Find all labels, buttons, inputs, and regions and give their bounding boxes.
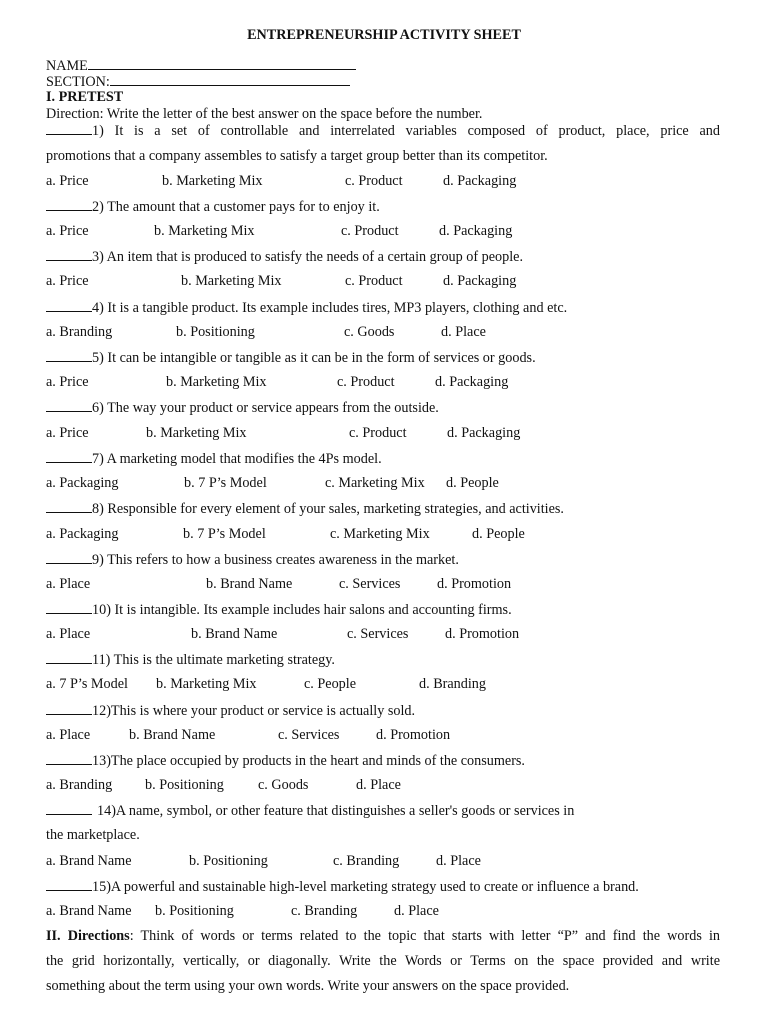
- option-b: b. Brand Name: [191, 626, 278, 642]
- answer-blank[interactable]: [46, 551, 92, 564]
- option-c: c. Branding: [291, 903, 358, 919]
- option-a: a. Place: [46, 626, 91, 642]
- option-a: a. Price: [46, 425, 89, 441]
- section-label: SECTION:: [46, 74, 110, 90]
- section-field[interactable]: [46, 73, 350, 90]
- name-label: NAME: [46, 58, 88, 74]
- option-c: c. Goods: [344, 324, 395, 340]
- option-d: d. Branding: [419, 676, 486, 692]
- part2-directions-line3: something about the term using your own words. Write your answers on the space provided.: [46, 978, 570, 994]
- option-b: b. Marketing Mix: [181, 273, 282, 289]
- question-14-line2: the marketplace.: [46, 827, 140, 843]
- question-6: 6) The way your product or service appears from the outside.: [46, 399, 439, 416]
- option-d: d. Place: [394, 903, 439, 919]
- option-a: a. Price: [46, 273, 89, 289]
- question-7: 7) A marketing model that modifies the 4Ps model.: [46, 450, 382, 467]
- option-a: a. Place: [46, 727, 91, 743]
- part2-heading: II. Directions: [46, 928, 130, 944]
- answer-blank[interactable]: [46, 651, 92, 664]
- question-1-line2: promotions that a company assembles to satisfy a target group better than its competitor.: [46, 148, 548, 164]
- question-4: 4) It is a tangible product. Its example includes tires, MP3 players, clothing and etc.: [46, 299, 567, 316]
- option-c: c. Goods: [258, 777, 309, 793]
- question-3: 3) An item that is produced to satisfy the needs of a certain group of people.: [46, 248, 523, 265]
- question-1: 1) It is a set of controllable and interrelated variables composed of product, place, price and: [46, 122, 720, 139]
- answer-blank[interactable]: [46, 122, 92, 135]
- question-9: 9) This refers to how a business creates awareness in the market.: [46, 551, 459, 568]
- sheet-title: ENTREPRENEURSHIP ACTIVITY SHEET: [247, 27, 521, 43]
- question-12: 12)This is where your product or service is actually sold.: [46, 702, 415, 719]
- option-b: b. 7 P’s Model: [183, 526, 266, 542]
- answer-blank[interactable]: [46, 399, 92, 412]
- option-c: c. Product: [349, 425, 407, 441]
- option-d: d. Packaging: [447, 425, 521, 441]
- part2-directions-line1: II. Directions: Think of words or terms related to the topic that starts with letter “P” and find the words in: [46, 928, 720, 944]
- option-d: d. Place: [436, 853, 481, 869]
- name-field[interactable]: [46, 57, 356, 74]
- option-d: d. Promotion: [376, 727, 451, 743]
- option-b: b. Positioning: [155, 903, 234, 919]
- pretest-heading: I. PRETEST: [46, 89, 124, 105]
- option-d: d. Packaging: [443, 173, 517, 189]
- part2-directions-line2: the grid horizontally, vertically, or diagonally. Write the Words or Terms on the space provided and write: [46, 953, 720, 969]
- answer-blank[interactable]: [46, 299, 92, 312]
- option-b: b. Marketing Mix: [154, 223, 255, 239]
- answer-blank[interactable]: [46, 802, 92, 815]
- option-a: a. Brand Name: [46, 903, 132, 919]
- option-b: b. Positioning: [189, 853, 268, 869]
- option-c: c. Marketing Mix: [325, 475, 425, 491]
- option-d: d. Promotion: [445, 626, 520, 642]
- answer-blank[interactable]: [46, 601, 92, 614]
- option-a: a. Price: [46, 223, 89, 239]
- option-a: a. 7 P’s Model: [46, 676, 128, 692]
- question-14: 14)A name, symbol, or other feature that distinguishes a seller's goods or services in: [46, 802, 574, 819]
- option-c: c. People: [304, 676, 357, 692]
- option-b: b. Brand Name: [129, 727, 216, 743]
- answer-blank[interactable]: [46, 248, 92, 261]
- option-c: c. Services: [278, 727, 340, 743]
- answer-blank[interactable]: [46, 702, 92, 715]
- option-d: d. People: [446, 475, 499, 491]
- option-b: b. Positioning: [145, 777, 224, 793]
- option-a: a. Packaging: [46, 475, 119, 491]
- option-b: b. Positioning: [176, 324, 255, 340]
- pretest-direction: Direction: Write the letter of the best answer on the space before the number.: [46, 106, 483, 122]
- answer-blank[interactable]: [46, 349, 92, 362]
- option-d: d. Packaging: [435, 374, 509, 390]
- option-c: c. Product: [345, 173, 403, 189]
- option-a: a. Place: [46, 576, 91, 592]
- option-d: d. Promotion: [437, 576, 512, 592]
- option-a: a. Price: [46, 173, 89, 189]
- option-c: c. Services: [347, 626, 409, 642]
- option-b: b. Brand Name: [206, 576, 293, 592]
- section-blank[interactable]: [110, 73, 350, 86]
- option-c: c. Product: [341, 223, 399, 239]
- answer-blank[interactable]: [46, 450, 92, 463]
- option-b: b. 7 P’s Model: [184, 475, 267, 491]
- option-c: c. Marketing Mix: [330, 526, 430, 542]
- name-blank[interactable]: [88, 57, 356, 70]
- option-a: a. Branding: [46, 777, 113, 793]
- option-d: d. Packaging: [439, 223, 513, 239]
- question-13: 13)The place occupied by products in the heart and minds of the consumers.: [46, 752, 525, 769]
- question-8: 8) Responsible for every element of your sales, marketing strategies, and activities.: [46, 500, 564, 517]
- option-b: b. Marketing Mix: [162, 173, 263, 189]
- option-b: b. Marketing Mix: [156, 676, 257, 692]
- answer-blank[interactable]: [46, 752, 92, 765]
- answer-blank[interactable]: [46, 198, 92, 211]
- option-d: d. Place: [356, 777, 401, 793]
- question-10: 10) It is intangible. Its example includes hair salons and accounting firms.: [46, 601, 512, 618]
- question-11: 11) This is the ultimate marketing strategy.: [46, 651, 335, 668]
- option-b: b. Marketing Mix: [146, 425, 247, 441]
- option-c: c. Branding: [333, 853, 400, 869]
- option-a: a. Packaging: [46, 526, 119, 542]
- option-a: a. Price: [46, 374, 89, 390]
- option-c: c. Services: [339, 576, 401, 592]
- question-15: 15)A powerful and sustainable high-level marketing strategy used to create or influence a brand.: [46, 878, 639, 895]
- answer-blank[interactable]: [46, 878, 92, 891]
- question-5: 5) It can be intangible or tangible as it can be in the form of services or goods.: [46, 349, 536, 366]
- answer-blank[interactable]: [46, 500, 92, 513]
- option-d: d. Packaging: [443, 273, 517, 289]
- option-d: d. People: [472, 526, 525, 542]
- option-d: d. Place: [441, 324, 486, 340]
- option-a: a. Branding: [46, 324, 113, 340]
- option-b: b. Marketing Mix: [166, 374, 267, 390]
- question-2: 2) The amount that a customer pays for to enjoy it.: [46, 198, 380, 215]
- option-c: c. Product: [337, 374, 395, 390]
- option-a: a. Brand Name: [46, 853, 132, 869]
- option-c: c. Product: [345, 273, 403, 289]
